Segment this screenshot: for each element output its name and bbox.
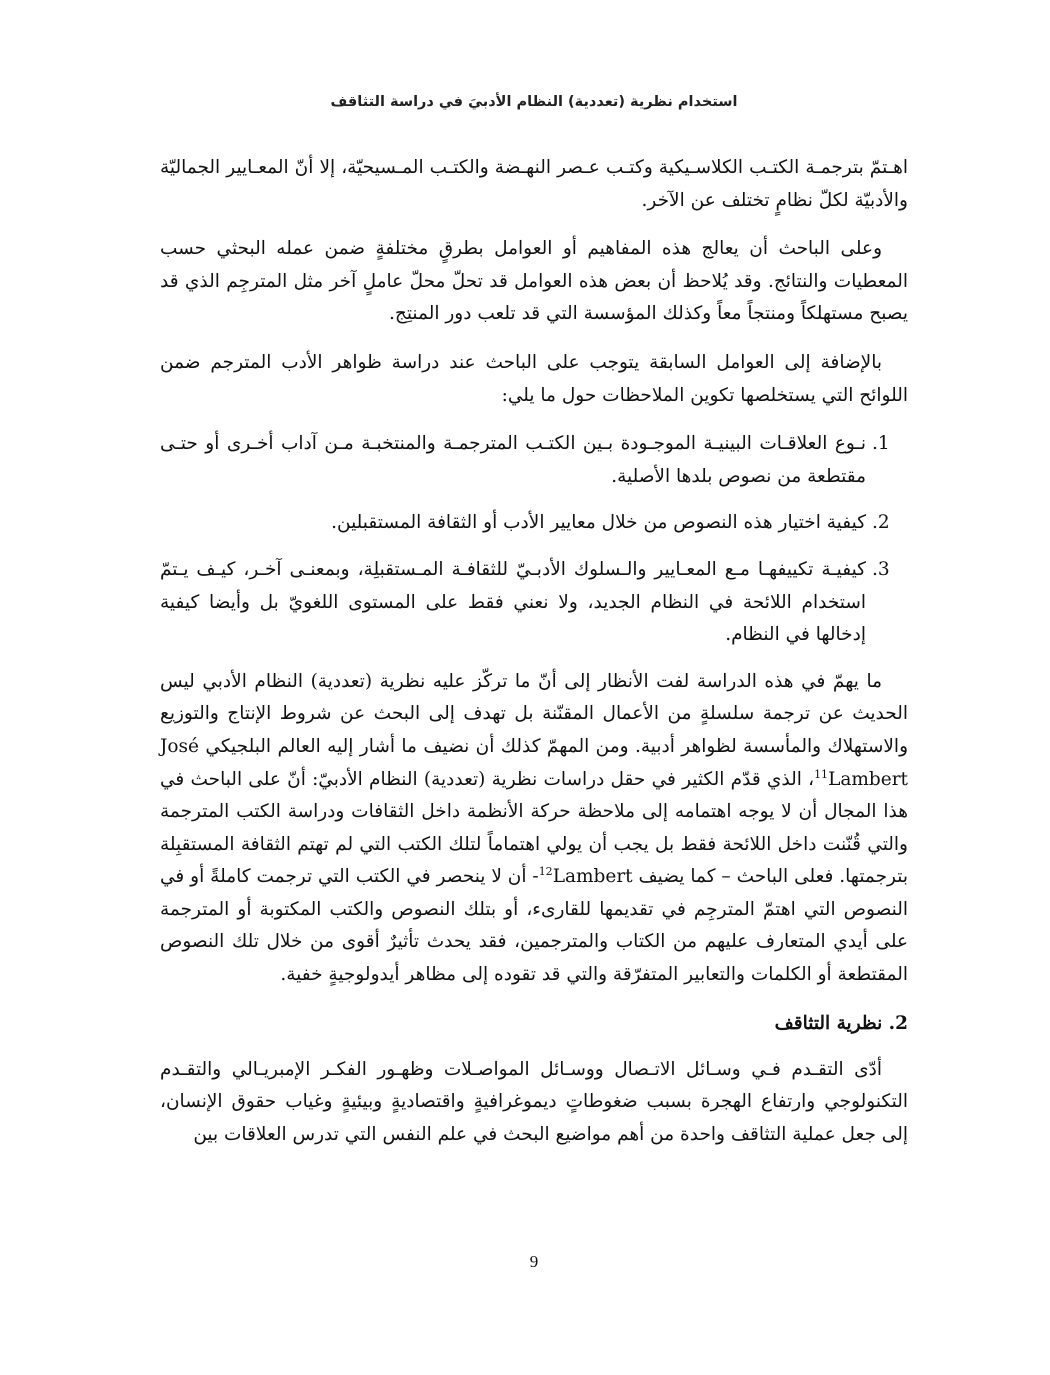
list-item xyxy=(160,507,908,540)
running-header: استخدام نظرية (تعددية) النظام الأدبيَ في دراسة التثاقف xyxy=(330,94,738,110)
paragraph-1: اهـتمّ بترجمـة الكتـب الكلاسـيكية وكتـب عـصر النهـضة والكتـب المـسيحيّة، إلا أنّ المعـايير الجماليّة والأدبيّة لكلّ نظامٍ تختلف عن الآخر. xyxy=(160,157,908,211)
paragraph-2: وعلى الباحث أن يعالج هذه المفاهيم أو العوامل بطرقٍ مختلفةٍ ضمن عمله البحثي حسب المعطيات والنتائج. وقد يُلاحظ أن بعض هذه العوامل قد تحلّ محلّ عاملٍ آخر مثل المترجِم الذي قد يصبح مستهلكاً ومنتجاً معاً وكذلك المؤسسة التي قد تلعب دور المنتِج. xyxy=(160,238,908,325)
numbered-list xyxy=(160,428,908,652)
author-name-lambert: Lambert xyxy=(552,866,633,888)
footnote-ref-12: 12 xyxy=(538,865,553,879)
paragraph-4 xyxy=(160,666,908,992)
list-item-text: كيفيـة تكييفهـا مـع المعـايير والـسلوك الأدبـيّ للثقافـة المـستقبلِة، وبمعنـى آخـر، كيـف يـتمّ استخدام اللائحة في النظام الجديد، ولا نعني فقط على المستوى اللغويّ بل وأيضا كيفية إدخالها في النظام. xyxy=(160,558,866,646)
page-number: 9 xyxy=(529,1252,539,1271)
paragraph-4-part-b: ، الذي قدّم الكثير في حقل دراسات نظرية (تعددية) النظام الأدبيّ: أنّ على الباحث في هذا المجال أن لا يوجه اهتمامه إلى ملاحظة حركة الأنظمة داخل الثقافات ودراسة الكتب المترجمة والتي قُنّنت داخل اللائحة فقط بل يجب أن يولي اهتماماً لتلك الكتب التي لم تهتم الثقافة المستقبِلة بترجمتها. فعلى الباحث – كما يضيف xyxy=(160,768,908,888)
list-number: 3. xyxy=(872,558,890,580)
paragraph-4-part-a: ما يهمّ في هذه الدراسة لفت الأنظار إلى أنّ ما تركّز عليه نظرية (تعددية) النظام الأدبي ليس الحديث عن ترجمة سلسلةٍ من الأعمال المقنّنة بل تهدف إلى البحث عن شروط الإنتاج والتوزيع والاستهلاك والمأسسة لظواهر أدبية. ومن المهمّ كذلك أن نضيف ما أشار إليه العالم البلجيكي xyxy=(160,670,908,757)
paragraph-5: أدّى التقـدم فـي وسـائل الاتـصال ووسـائل المواصـلات وظهـور الفكـر الإمبريـالي والتقـدم التكنولوجي وارتفاع الهجرة بسبب ضغوطاتٍ ديموغرافيةٍ واقتصاديةٍ وبيئيةٍ وغياب حقوق الإنسان، إلى جعل عملية التثاقف واحدة من أهم مواضيع البحث في علم النفس التي تدرس العلاقات بين xyxy=(160,1058,908,1145)
author-name-jose-lambert: José Lambert xyxy=(160,735,908,790)
page-body xyxy=(160,152,908,1167)
document-page xyxy=(160,0,908,1375)
section-heading: 2. نظرية التثاقف xyxy=(774,1012,908,1034)
list-number: 2. xyxy=(872,512,890,534)
list-item xyxy=(160,554,908,652)
list-item-text: كيفية اختيار هذه النصوص من خلال معايير الأدب أو الثقافة المستقبلين. xyxy=(331,512,866,534)
list-item xyxy=(160,428,908,493)
paragraph-3: بالإضافة إلى العوامل السابقة يتوجب على الباحث عند دراسة ظواهر الأدب المترجم ضمن اللوائح التي يستخلصها تكوين الملاحظات حول ما يلي: xyxy=(160,351,908,406)
footnote-ref-11: 11 xyxy=(814,767,829,781)
paragraph-4-part-c: - أن لا ينحصر في الكتب التي ترجمت كاملةً أو في النصوص التي اهتمّ المترجِم في تقديمها للقارىء، أو بتلك النصوص والكتب المكتوبة أو المترجمة على أيدي المتعارف عليهم من الكتاب والمترجمين، فقد يحدث تأثيرٌ أقوى من خلال تلك النصوص المقتطعة أو الكلمات والتعابير المتفرّقة والتي قد تقوده إلى مظاهر أيدولوجيةٍ خفية. xyxy=(160,866,908,986)
list-number: 1. xyxy=(872,433,890,455)
list-item-text: نـوع العلاقـات البينيـة الموجـودة بـين الكتـب المترجمـة والمنتخبـة مـن آداب أخـرى أو حتـى مقتطعة من نصوص بلدها الأصلية. xyxy=(160,433,866,487)
